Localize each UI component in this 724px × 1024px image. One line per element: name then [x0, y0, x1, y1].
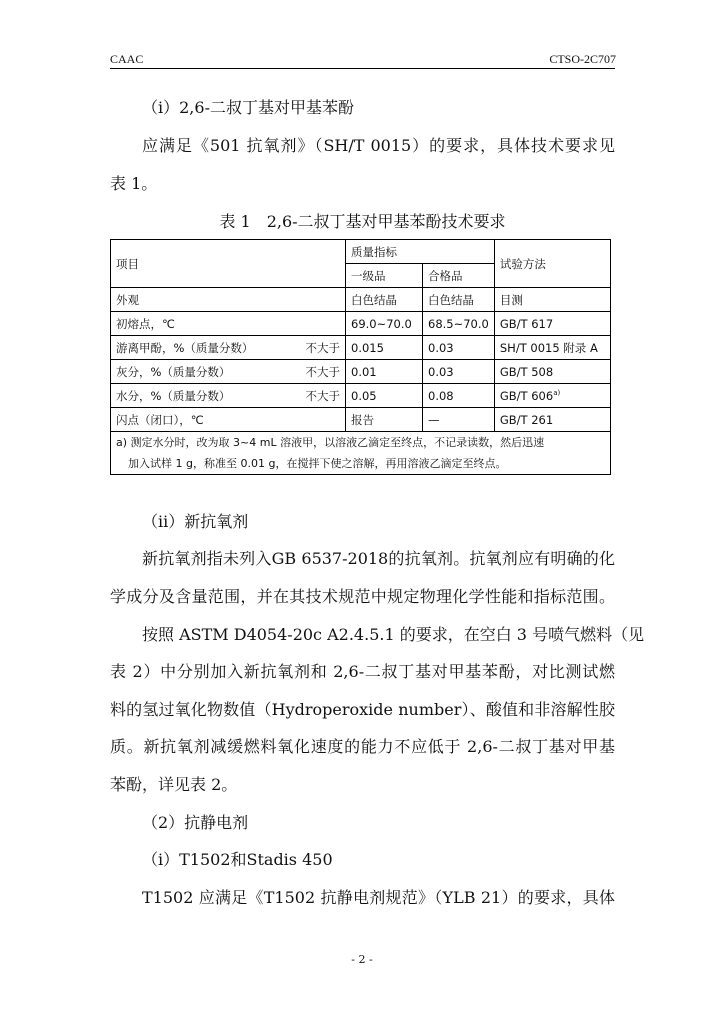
header-left: CAAC	[110, 52, 144, 66]
section-ii-p1-line1: 新抗氧剂指未列入GB 6537-2018的抗氧剂。抗氧剂应有明确的化	[142, 549, 615, 568]
table-row	[111, 408, 611, 432]
row-grade1: 69.0~70.0	[346, 312, 423, 336]
table-row	[111, 360, 611, 384]
header-item: 项目	[111, 240, 346, 288]
header-rule	[110, 68, 615, 69]
table1-caption: 表 1 2,6-二叔丁基对甲基苯酚技术要求	[219, 212, 506, 231]
section-ii-p1-line2: 学成分及含量范围，并在其技术规范中规定物理化学性能和指标范围。	[110, 587, 615, 606]
spec-table	[110, 239, 611, 475]
header-grade1: 一级品	[346, 264, 423, 288]
section-i-heading: （i）2,6-二叔丁基对甲基苯酚	[142, 98, 354, 117]
row-grade2: 0.08	[423, 384, 495, 408]
row-grade2: 68.5~70.0	[423, 312, 495, 336]
table-row	[111, 312, 611, 336]
section-2-subheading: （i）T1502和Stadis 450	[142, 850, 333, 869]
table-row	[111, 336, 611, 360]
row-method: 目测	[494, 288, 610, 312]
row-item: 外观	[111, 288, 346, 312]
footnote-marker: a)	[553, 388, 561, 397]
table-note-row	[111, 432, 611, 475]
row-method: GB/T 606$^{a)}$	[494, 384, 610, 408]
row-item: 初熔点，℃	[111, 312, 346, 336]
table-row	[111, 288, 611, 312]
section-ii-p2-line1: 按照 ASTM D4054-20c A2.4.5.1 的要求，在空白 3 号喷气燃料（见	[142, 625, 645, 644]
section-i-para-line2: 表 1。	[110, 174, 158, 193]
section-i-para-line1: 应满足《501 抗氧剂》（SH/T 0015）的要求，具体技术要求见	[142, 136, 615, 155]
section-ii-p2-line5: 苯酚，详见表 2。	[110, 775, 238, 794]
row-item: 闪点（闭口），℃	[111, 408, 346, 432]
header-grade2: 合格品	[423, 264, 495, 288]
section-ii-p2-line3: 料的氢过氧化物数值（Hydroperoxide number）、酸值和非溶解性胶	[110, 700, 615, 719]
row-method: GB/T 261	[494, 408, 610, 432]
table-note-line1: a) 测定水分时，改为取 3~4 mL 溶液甲，以溶液乙滴定至终点，不记录读数，然后迅速	[116, 436, 545, 449]
header-method: 试验方法	[494, 240, 610, 288]
header-right: CTSO-2C707	[549, 52, 616, 66]
row-grade1: 0.05	[346, 384, 423, 408]
row-grade2: 0.03	[423, 336, 495, 360]
table-note	[111, 432, 611, 475]
row-method: GB/T 617	[494, 312, 610, 336]
row-item: 水分，%（质量分数） 不大于	[111, 384, 346, 408]
section-2-para-line1: T1502 应满足《T1502 抗静电剂规范》（YLB 21）的要求，具体	[142, 888, 615, 907]
page-number: - 2 -	[351, 953, 373, 966]
row-grade1: 0.01	[346, 360, 423, 384]
row-grade1: 白色结晶	[346, 288, 423, 312]
section-ii-p2-line2: 表 2）中分别加入新抗氧剂和 2,6-二叔丁基对甲基苯酚，对比测试燃	[110, 662, 615, 681]
section-2-heading: （2）抗静电剂	[142, 813, 249, 832]
row-grade2: —	[423, 408, 495, 432]
header-quality: 质量指标	[346, 240, 495, 264]
row-grade1: 0.015	[346, 336, 423, 360]
table-note-line2: 加入试样 1 g，称准至 0.01 g，在搅拌下使之溶解，再用溶液乙滴定至终点。	[128, 457, 507, 470]
table-row	[111, 384, 611, 408]
row-method: GB/T 508	[494, 360, 610, 384]
row-grade2: 0.03	[423, 360, 495, 384]
row-method: SH/T 0015 附录 A	[494, 336, 610, 360]
row-item: 灰分，%（质量分数） 不大于	[111, 360, 346, 384]
section-ii-heading: （ii）新抗氧剂	[142, 512, 249, 531]
row-grade2: 白色结晶	[423, 288, 495, 312]
row-item: 游离甲酚，%（质量分数） 不大于	[111, 336, 346, 360]
row-grade1: 报告	[346, 408, 423, 432]
section-ii-p2-line4: 质。新抗氧剂减缓燃料氧化速度的能力不应低于 2,6-二叔丁基对甲基	[110, 737, 615, 756]
